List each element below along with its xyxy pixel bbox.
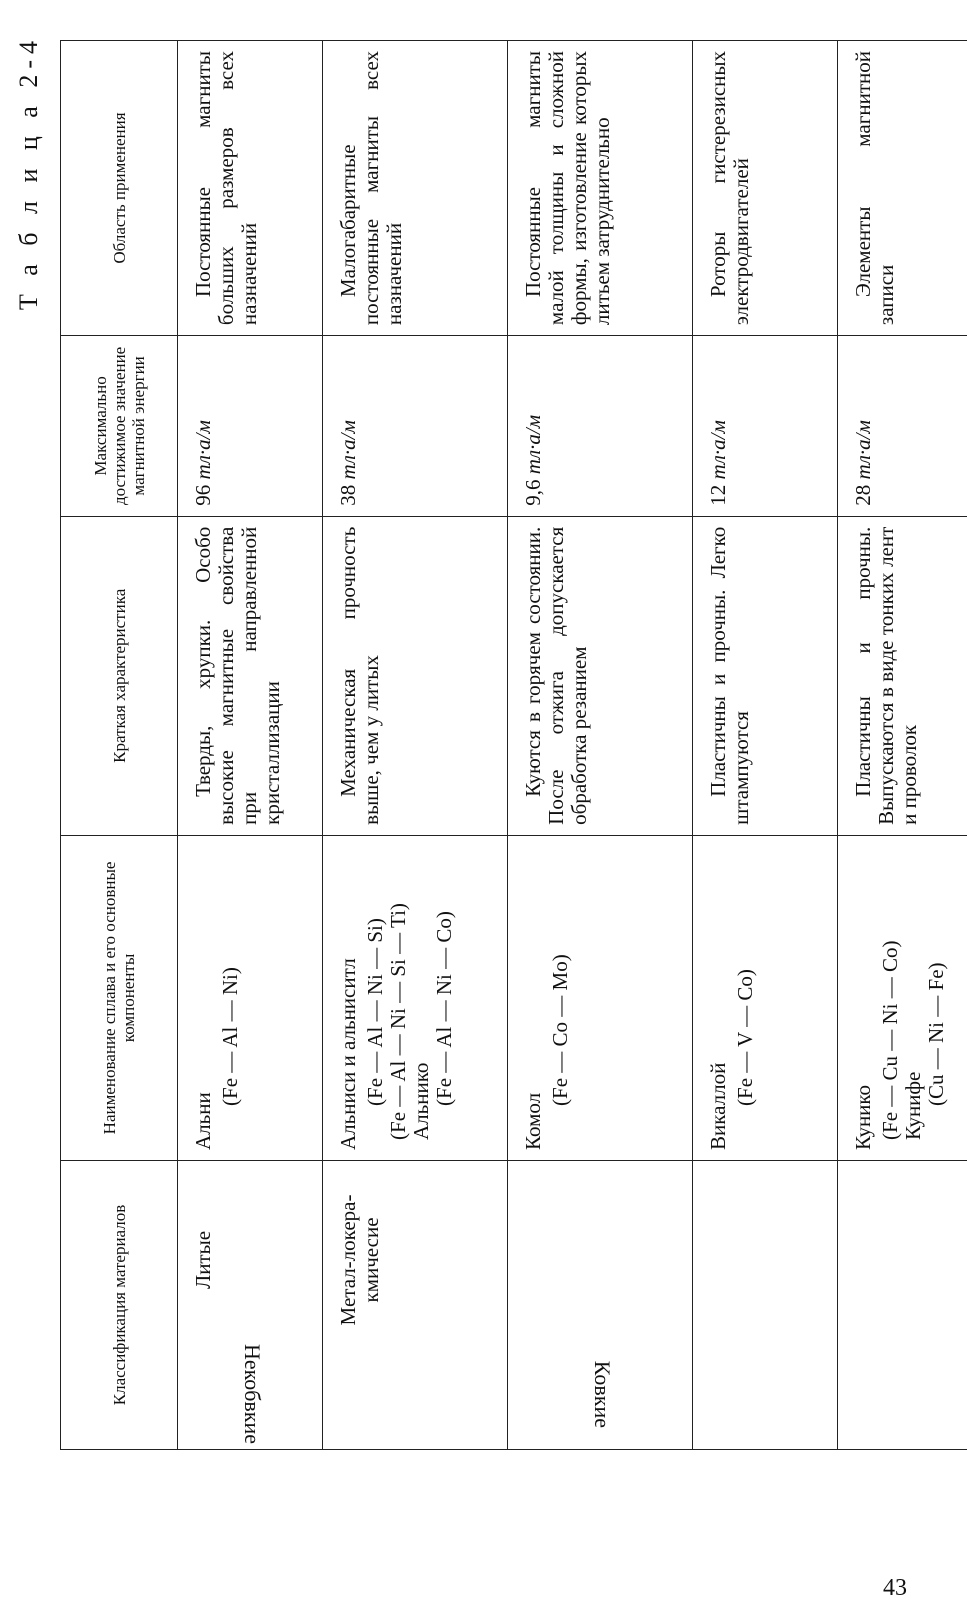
alloy-name-cell xyxy=(693,835,838,1160)
alloy-name: Кунифе xyxy=(902,846,925,1150)
table-row xyxy=(508,41,693,1450)
application-cell: Постоянные магниты малой толщины и сложной формы, изготовление которых литьем затруднительно xyxy=(508,41,693,336)
characteristic-cell: Пластичны и прочны. Легко штампуются xyxy=(693,516,838,835)
characteristic-cell: Тверды, хрупки. Особо высокие магнитные свойства при направленной кристаллизации xyxy=(178,516,323,835)
subclass-metalloceramic: Метал-локера-кмичесие xyxy=(323,1160,508,1449)
group-forged-cell xyxy=(508,1160,693,1449)
characteristic-cell: Пластичны и прочны. Выпускаются в виде тонких лент и проволок xyxy=(838,516,967,835)
alloy-name: Альниси и альниситл xyxy=(337,846,360,1150)
table-title: Т а б л и ц а 2-4 xyxy=(14,35,44,310)
alloy-name: Альнико xyxy=(410,846,433,1150)
group-nonforged: Некобвкие xyxy=(192,1349,312,1439)
application-cell: Постоянные магниты больших размеров всех назначений xyxy=(178,41,323,336)
alloy-formula: (Fe — Cu — Ni — Co) xyxy=(879,846,902,1150)
header-application: Область применения xyxy=(61,41,178,336)
alloy-name: Комол xyxy=(522,846,545,1150)
table-row xyxy=(178,41,323,1450)
header-row xyxy=(61,41,178,1450)
alloy-name: Викаллой xyxy=(707,846,730,1150)
characteristic-cell: Механическая прочность выше, чем у литых xyxy=(323,516,508,835)
header-characteristic: Краткая характеристика xyxy=(61,516,178,835)
table-row xyxy=(838,41,967,1450)
alloy-name-cell xyxy=(178,835,323,1160)
alloy-formula: (Fe — V — Co) xyxy=(734,846,757,1150)
alloy-name: Альни xyxy=(192,846,215,1150)
alloy-formula: (Fe — Al — Ni) xyxy=(219,846,242,1150)
alloy-formula: (Fe — Co — Mo) xyxy=(549,846,572,1150)
alloy-name-cell xyxy=(838,835,967,1160)
alloy-name: Кунико xyxy=(852,846,875,1150)
application-cell: Малогабаритные постоянные магниты всех назначений xyxy=(323,41,508,336)
header-energy: Максимально достижимое значение магнитной энергии xyxy=(61,336,178,517)
energy-cell: 28 тл·а/м xyxy=(838,336,967,517)
energy-cell: 38 тл·а/м xyxy=(323,336,508,517)
alloy-formula: (Fe — Al — Ni — Co) xyxy=(433,846,456,1150)
table-row xyxy=(693,41,838,1450)
application-cell: Роторы гистерезисных электродвигателей xyxy=(693,41,838,336)
page-number: 43 xyxy=(883,1575,907,1602)
header-classification: Классификация материалов xyxy=(61,1160,178,1449)
group-forged: Ковкие xyxy=(522,1349,682,1439)
application-cell: Элементы магнитной записи xyxy=(838,41,967,336)
group-forged-cont xyxy=(693,1160,838,1449)
energy-cell: 12 тл·а/м xyxy=(693,336,838,517)
alloy-formula: (Fe — Al — Ni — Si) xyxy=(364,846,387,1150)
alloy-name-cell xyxy=(508,835,693,1160)
alloy-formula: (Fe — Al — Ni — Si — Ti) xyxy=(387,846,410,1150)
characteristic-cell: Куются в горячем состоянии. После отжига допускается обработка резанием xyxy=(508,516,693,835)
subclass-cast: Некобвкие Литые xyxy=(178,1160,323,1449)
alloy-formula: (Cu — Ni — Fe) xyxy=(925,846,948,1150)
alloy-name-cell xyxy=(323,835,508,1160)
energy-cell: 96 тл·а/м xyxy=(178,336,323,517)
group-forged-cont xyxy=(838,1160,967,1449)
header-name: Наименование сплава и его основные компоненты xyxy=(61,835,178,1160)
alloys-table xyxy=(60,40,967,1450)
energy-cell: 9,6 тл·а/м xyxy=(508,336,693,517)
table-row xyxy=(323,41,508,1450)
